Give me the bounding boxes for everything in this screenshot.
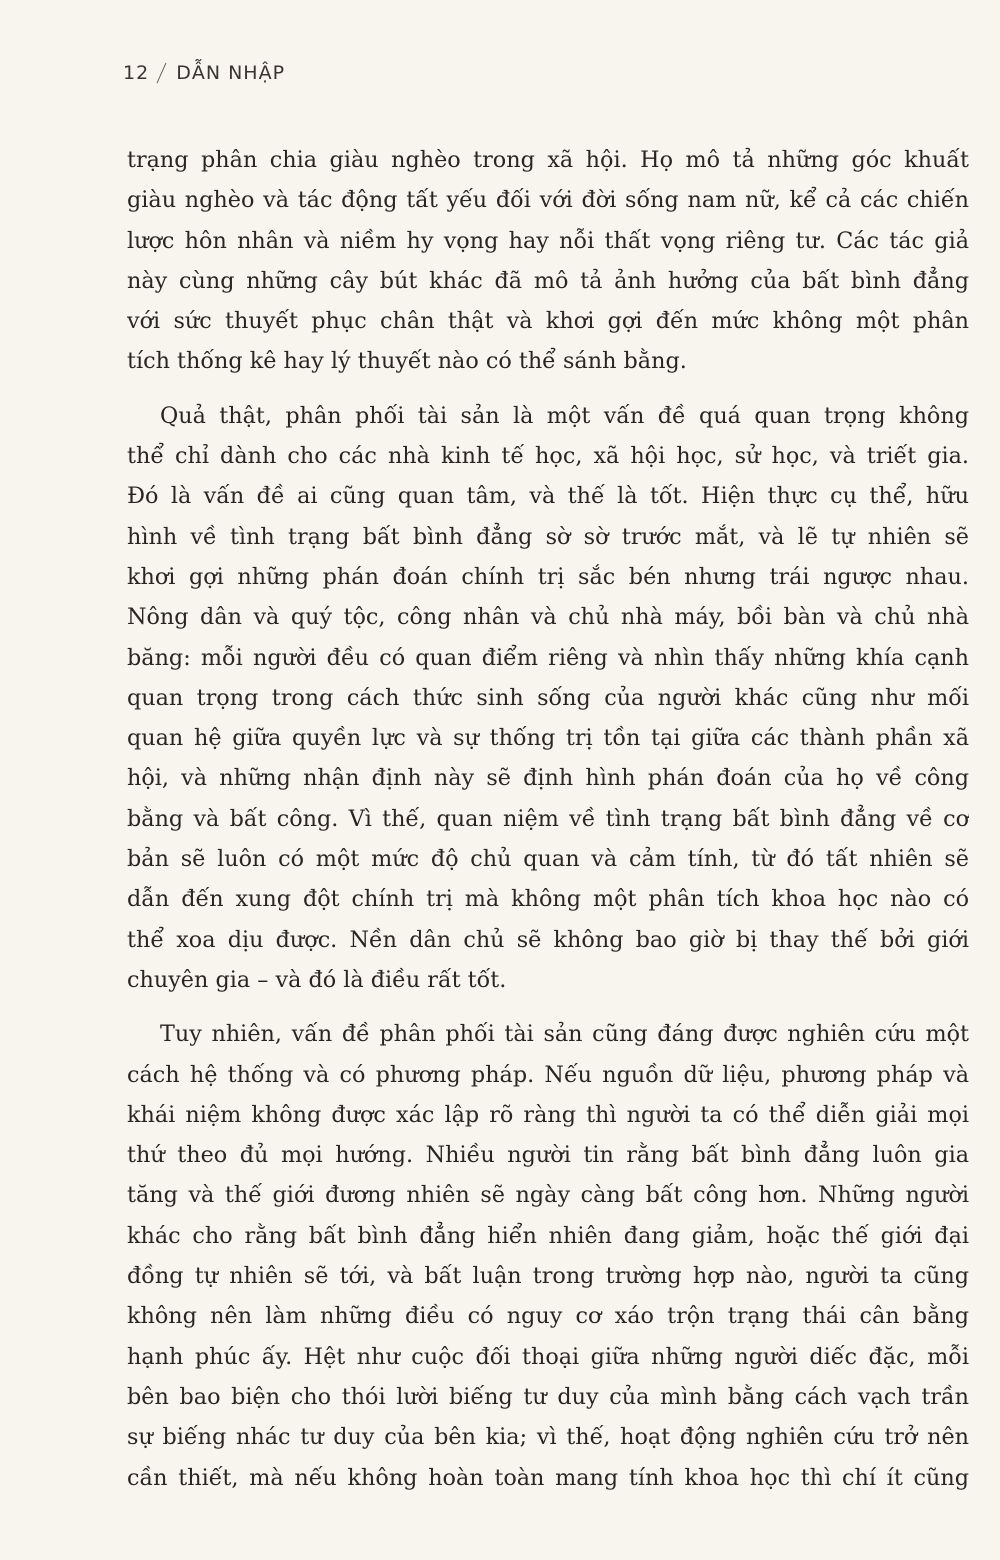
text-line: thứ theo đủ mọi hướng. Nhiều người tin rằng bất bình đẳng luôn gia [127,1142,969,1169]
text-line: chuyên gia – và đó là điều rất tốt. [127,966,507,993]
text-line: khái niệm không được xác lập rõ ràng thì người ta có thể diễn giải mọi [127,1101,969,1128]
text-line: bản sẽ luôn có một mức độ chủ quan và cảm tính, từ đó tất nhiên sẽ [127,846,969,873]
paragraph-3 [127,1014,969,1498]
text-line: thể xoa dịu được. Nền dân chủ sẽ không bao giờ bị thay thế bởi giới [127,926,969,953]
text-line: quan hệ giữa quyền lực và sự thống trị tồn tại giữa các thành phần xã [127,725,969,752]
text-line: Nông dân và quý tộc, công nhân và chủ nhà máy, bồi bàn và chủ nhà [127,604,969,631]
slash-divider [157,63,167,84]
text-line: dẫn đến xung đột chính trị mà không một phân tích khoa học nào có [127,886,969,913]
text-line: quan trọng trong cách thức sinh sống của người khác cũng như mối [127,684,969,711]
text-line: bên bao biện cho thói lười biếng tư duy của mình bằng cách vạch trần [127,1383,969,1410]
text-line: sự biếng nhác tư duy của bên kia; vì thế, hoạt động nghiên cứu trở nên [127,1424,969,1451]
text-line: bằng và bất công. Vì thế, quan niệm về tình trạng bất bình đẳng về cơ [127,805,969,832]
text-line: cần thiết, mà nếu không hoàn toàn mang tính khoa học thì chí ít cũng [127,1464,969,1491]
text-line: lược hôn nhân và niềm hy vọng hay nỗi thất vọng riêng tư. Các tác giả [127,227,969,254]
text-line: này cùng những cây bút khác đã mô tả ảnh hưởng của bất bình đẳng [127,267,969,294]
page-number: 12 [123,62,150,84]
text-line: hình về tình trạng bất bình đẳng sờ sờ trước mắt, và lẽ tự nhiên sẽ [127,523,969,550]
paragraph-2 [127,396,969,1000]
text-line: không nên làm những điều có nguy cơ xáo trộn trạng thái cân bằng [127,1303,969,1330]
body-text [127,140,969,1512]
text-line: tăng và thế giới đương nhiên sẽ ngày càng bất công hơn. Những người [127,1182,969,1209]
text-line: khác cho rằng bất bình đẳng hiển nhiên đang giảm, hoặc thế giới đại [127,1222,969,1249]
text-line: đồng tự nhiên sẽ tới, và bất luận trong trường hợp nào, người ta cũng [127,1263,969,1290]
text-line: khơi gợi những phán đoán chính trị sắc bén nhưng trái ngược nhau. [127,563,969,590]
text-line: cách hệ thống và có phương pháp. Nếu nguồn dữ liệu, phương pháp và [127,1061,969,1088]
paragraph-1 [127,140,969,382]
text-line: thể chỉ dành cho các nhà kinh tế học, xã hội học, sử học, và triết gia. [127,443,969,470]
text-line: Đó là vấn đề ai cũng quan tâm, và thế là tốt. Hiện thực cụ thể, hữu [127,483,969,510]
text-line: hạnh phúc ấy. Hệt như cuộc đối thoại giữa những người diếc đặc, mỗi [127,1343,969,1370]
text-line: hội, và những nhận định này sẽ định hình phán đoán của họ về công [127,765,969,792]
section-title: DẪN NHẬP [176,62,286,84]
running-head [123,62,285,84]
text-line: băng: mỗi người đều có quan điểm riêng và nhìn thấy những khía cạnh [127,644,969,671]
text-line: giàu nghèo và tác động tất yếu đối với đời sống nam nữ, kể cả các chiến [127,187,969,214]
text-line: trạng phân chia giàu nghèo trong xã hội. Họ mô tả những góc khuất [127,147,969,173]
text-line: tích thống kê hay lý thuyết nào có thể sánh bằng. [127,348,687,375]
text-line: với sức thuyết phục chân thật và khơi gợi đến mức không một phân [127,308,969,335]
text-line: Quả thật, phân phối tài sản là một vấn đề quá quan trọng không [160,402,969,429]
text-line: Tuy nhiên, vấn đề phân phối tài sản cũng đáng được nghiên cứu một [160,1021,969,1048]
